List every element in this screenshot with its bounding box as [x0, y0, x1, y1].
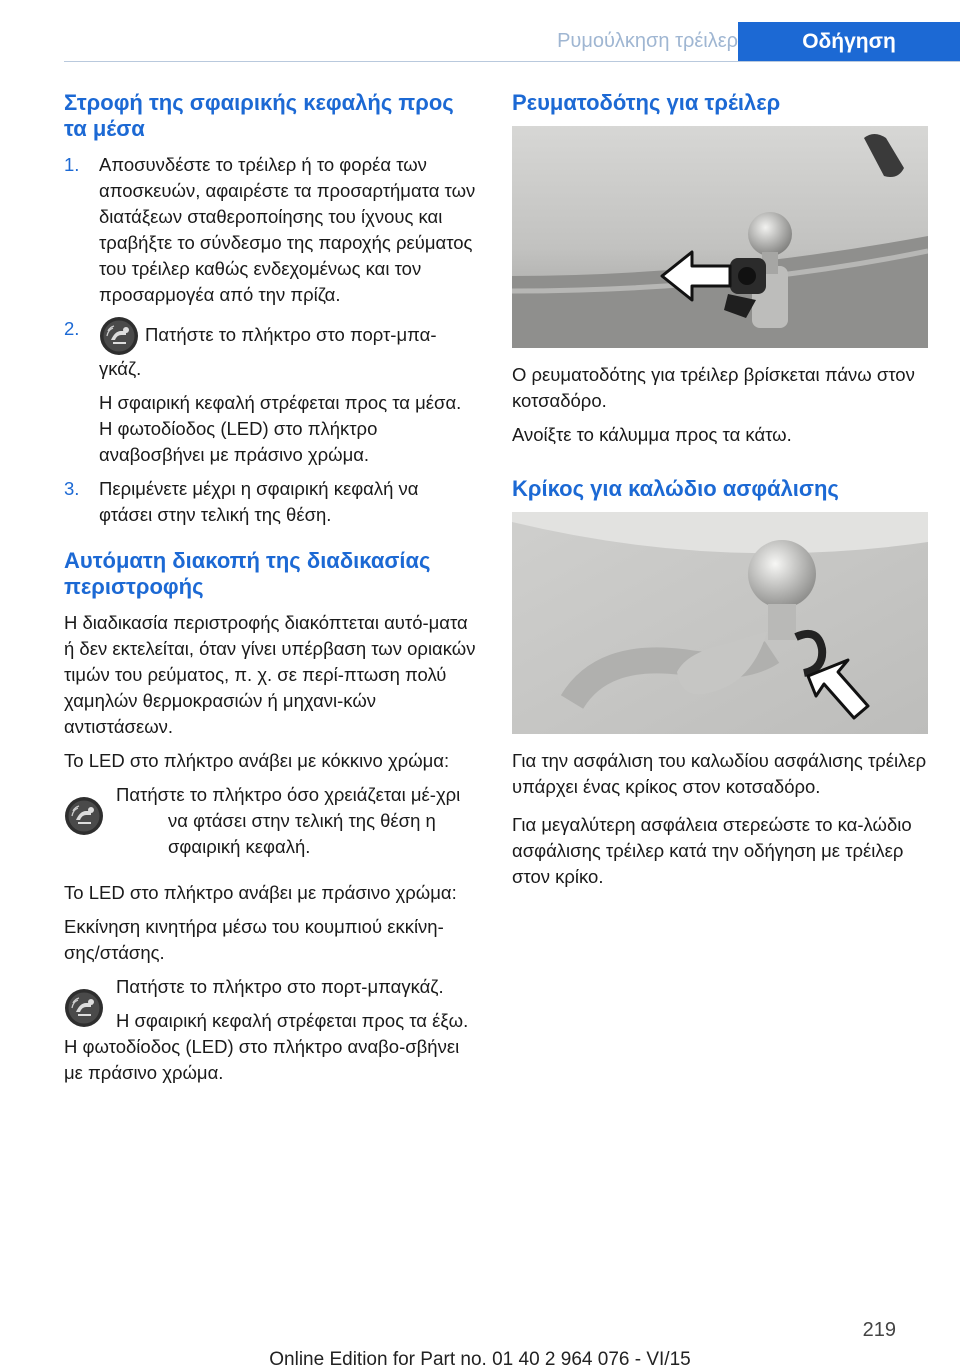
step-number: 1.	[64, 154, 80, 175]
step-lead-text: Πατήστε το πλήκτρο στο πορτ-μπα‐γκάζ.	[99, 323, 437, 379]
heading-rotate-inward: Στροφή της σφαιρικής κεφαλής προς τα μέσα	[64, 90, 454, 141]
step-3	[64, 476, 476, 528]
header-section: Ρυμούλκηση τρέιλερ	[557, 30, 738, 52]
step-2	[64, 316, 476, 468]
trailer-hitch-button-icon	[64, 988, 104, 1028]
socket-location-paragraph: Ο ρευματοδότης για τρέιλερ βρίσκεται πάνω στον κοτσαδόρο.	[512, 364, 915, 411]
right-column	[512, 90, 928, 898]
page-number: 219	[862, 1319, 896, 1341]
press-until-end-note	[64, 782, 476, 868]
page-header	[492, 22, 960, 62]
led-red-paragraph: Το LED στο πλήκτρο ανάβει με κόκκινο χρώμα:	[64, 750, 450, 771]
header-divider	[64, 61, 960, 62]
step-number: 3.	[64, 478, 80, 499]
step-lead	[99, 316, 476, 382]
open-cover-paragraph: Ανοίξτε το κάλυμμα προς τα κάτω.	[512, 424, 792, 445]
press-until-end-text: Πατήστε το πλήκτρο όσο χρειάζεται μέ‐χρι να φτάσει στην τελική της θέση η σφαιρική κεφαλή.	[116, 784, 461, 857]
step-text: Αποσυνδέστε το τρέιλερ ή το φορέα των αποσκευών, αφαιρέστε τα προσαρτήματα των διατάξεων σταθεροποίησης του ίχνους και τραβήξτε το σύνδεσμο της παροχής ρεύματος του τρέιλερ καθώς ενδεχομένως και τον προσαρμογέα από την πρίζα.	[99, 154, 476, 305]
safety-cable-paragraph: Για μεγαλύτερη ασφάλεια στερεώστε το κα‐λώδιο ασφάλισης τρέιλερ κατά την οδήγηση με τρέιλερ στον κρίκο.	[512, 814, 912, 887]
left-column	[64, 90, 476, 1094]
heading-trailer-socket: Ρευματοδότης για τρέιλερ	[512, 90, 781, 115]
safety-eye-paragraph: Για την ασφάλιση του καλωδίου ασφάλισης τρέιλερ υπάρχει ένας κρίκος στον κοτσαδόρο.	[512, 750, 927, 797]
page-footer	[0, 1313, 960, 1370]
trailer-socket-photo	[512, 126, 928, 348]
led-green-paragraph: Το LED στο πλήκτρο ανάβει με πράσινο χρώμα:	[64, 882, 457, 903]
step-number: 2.	[64, 318, 80, 339]
header-chapter-tab: Οδήγηση	[738, 22, 960, 62]
trailer-hitch-button-icon	[64, 796, 104, 836]
press-button-text: Πατήστε το πλήκτρο στο πορτ-μπαγκάζ.	[116, 976, 444, 997]
trailer-hitch-button-icon	[99, 316, 139, 356]
auto-stop-paragraph: Η διαδικασία περιστροφής διακόπτεται αυτό‐ματα ή δεν εκτελείται, όταν γίνει υπέρβαση των οριακών τιμών του ρεύματος, π. χ. σε περί‐πτωση πολύ χαμηλών θερμοκρασιών ή μηχανι‐κών αντιστάσεων.	[64, 612, 476, 737]
rotate-outward-text: Η σφαιρική κεφαλή στρέφεται προς τα έξω. Η φωτοδίοδος (LED) στο πλήκτρο αναβο‐σβήνει με πράσινο χρώμα.	[64, 1010, 469, 1083]
press-button-note	[64, 974, 476, 1086]
step-text: Η σφαιρική κεφαλή στρέφεται προς τα μέσα. Η φωτοδίοδος (LED) στο πλήκτρο αναβοσβήνει με πράσινο χρώμα.	[99, 392, 462, 465]
safety-eye-photo	[512, 512, 928, 734]
engine-start-paragraph: Εκκίνηση κινητήρα μέσω του κουμπιού εκκίνη‐σης/στάσης.	[64, 916, 444, 963]
step-text: Περιμένετε μέχρι η σφαιρική κεφαλή να φτάσει στην τελική της θέση.	[99, 478, 419, 525]
edition-line: Online Edition for Part no. 01 40 2 964 076 - VI/15	[269, 1349, 691, 1370]
step-1	[64, 152, 476, 308]
heading-safety-eye: Κρίκος για καλώδιο ασφάλισης	[512, 476, 839, 501]
heading-auto-stop: Αυτόματη διακοπή της διαδικασίας περιστροφής	[64, 548, 431, 599]
